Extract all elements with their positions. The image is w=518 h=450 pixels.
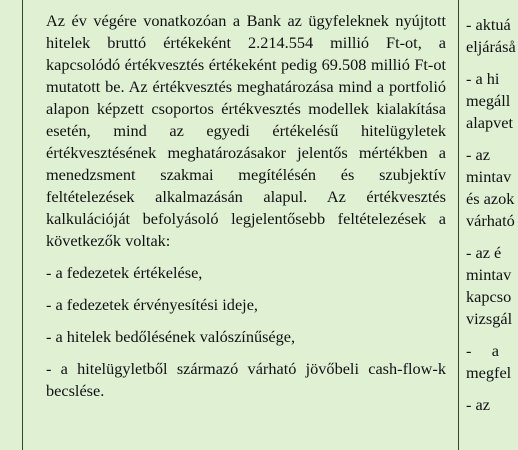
bullet-item: - a hitelek bedőlésének valószínűsége,: [46, 327, 296, 346]
left-column: [46, 10, 446, 402]
right-line: - az: [466, 145, 490, 164]
right-line: mintav: [466, 167, 512, 186]
right-line: mintav: [466, 265, 512, 284]
right-line: megfel: [466, 363, 512, 382]
right-line: eljáráså: [466, 37, 516, 56]
right-line: és azok: [466, 189, 515, 208]
right-line: kapcso: [466, 287, 512, 306]
right-line: - aktuá: [466, 15, 511, 34]
bullet-item: - a hitelügyletből származó várható jövőbeli cash-flow-k becslése.: [46, 359, 446, 400]
bullet-item: - a fedezetek érvényesítési ideje,: [46, 295, 258, 314]
left-border-line: [22, 0, 23, 450]
right-line: - az: [466, 395, 490, 414]
right-line: - az é: [466, 243, 502, 262]
column-divider-line: [458, 0, 459, 450]
bullet-item: - a fedezetek értékelése,: [46, 263, 203, 282]
right-line: megáll: [466, 91, 511, 110]
main-paragraph: Az év végére vonatkozóan a Bank az ügyfeleknek nyújtott hitelek bruttó értékeként 2.214.554 millió Ft-ot, a kapcsolódó értékvesztés értékeként pedig 69.508 millió Ft-ot mutatott be. Az értékvesztés meghatározása mind a portfolió alapon képzett csoportos értékvesztés modellek kialakítása esetén, mind az egyedi értékelésű hitelügyletek értékvesztésének meghatározásakor jelentős mértékben a menedzsment szakmai megítélésén és szubjektív feltételezések alkalmazásán alapul. Az értékvesztés kalkulációját befolyásoló legjelentősebb feltételezések a következők voltak:: [46, 11, 446, 250]
right-line: - a hi: [466, 69, 500, 88]
right-fragment: [466, 394, 518, 416]
right-fragment: [466, 242, 518, 330]
right-line: - a: [466, 341, 499, 360]
right-column: [466, 14, 518, 426]
right-fragment: [466, 68, 518, 134]
right-line: alapvet: [466, 113, 514, 132]
right-fragment: [466, 14, 518, 58]
right-fragment: [466, 340, 518, 384]
right-line: várható: [466, 211, 515, 230]
right-line: vizsgál: [466, 309, 513, 328]
right-fragment: [466, 144, 518, 232]
